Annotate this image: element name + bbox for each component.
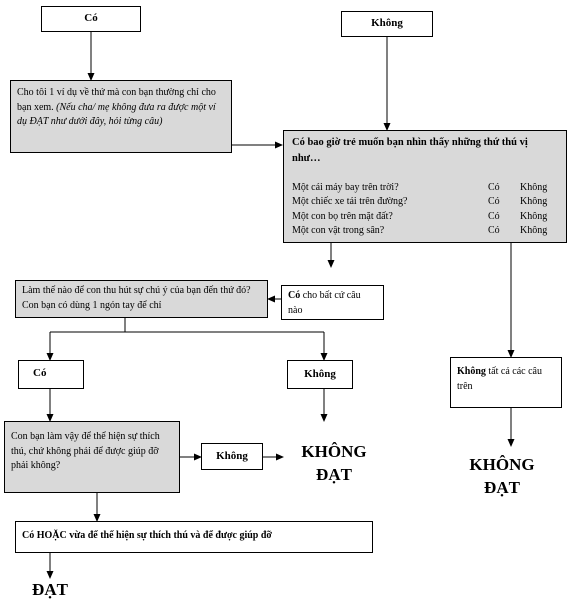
no-box-top: Không [341,11,433,37]
yes-box-top: Có [41,6,141,32]
yes-box-mid: Có [18,360,84,389]
option-no: Không [520,196,548,207]
option-yes: Có [488,181,500,193]
example-question-note: (Nếu cha/ mẹ không đưa ra được một ví dụ ĐẠT như dưới đây, hỏi từng câu) [17,101,216,127]
attention-question-box: Làm thế nào để con thu hút sự chú ý của bạn đến thứ đó? Con bạn có dùng 1 ngón tay để chỉ [15,280,268,318]
option-row [292,181,558,196]
option-row [292,210,558,225]
both-reasons-box: Có HOẶC vừa để thể hiện sự thích thú và để được giúp đỡ [15,521,373,553]
example-question-box [10,80,232,153]
interest-help-box: Con bạn làm vậy để thể hiện sự thích thú, chứ không phải để được giúp đỡ phải không? [4,421,180,493]
option-no: Không [520,225,548,236]
no-all-box [450,357,562,408]
option-row [292,224,558,239]
option-yes: Có [488,210,500,222]
option-question: Một con bọ trên mặt đất? [292,210,393,222]
option-no: Không [520,181,548,193]
no-box-mid: Không [287,360,353,389]
example-question-text: Cho tôi 1 ví dụ về thứ mà con bạn thường chỉ cho bạn xem. [17,87,216,113]
option-question: Một cái máy bay trên trời? [292,181,399,193]
yes-any-box [281,285,384,320]
no-box-low: Không [201,443,263,470]
option-no: Không [520,210,548,222]
interest-question-title: Có bao giờ trẻ muốn bạn nhìn thấy những thứ thú vị như… [292,137,528,164]
no-all-bold: Không [457,366,486,377]
pass-result: ĐẠT [32,580,68,599]
interest-question-box [283,130,567,243]
option-question: Một con vật trong sân? [292,225,385,236]
option-row [292,195,558,210]
option-yes: Có [488,196,500,207]
option-question: Một chiếc xe tải trên đường? [292,196,408,207]
option-yes: Có [488,225,500,236]
no-all-rest: tất cả các câu trên [457,366,542,392]
yes-any-rest: cho bất cứ câu nào [288,290,361,316]
yes-any-bold: Có [288,290,301,301]
fail-result-left: KHÔNG ĐẠT [301,442,367,484]
fail-result-right: KHÔNG ĐẠT [469,455,535,497]
